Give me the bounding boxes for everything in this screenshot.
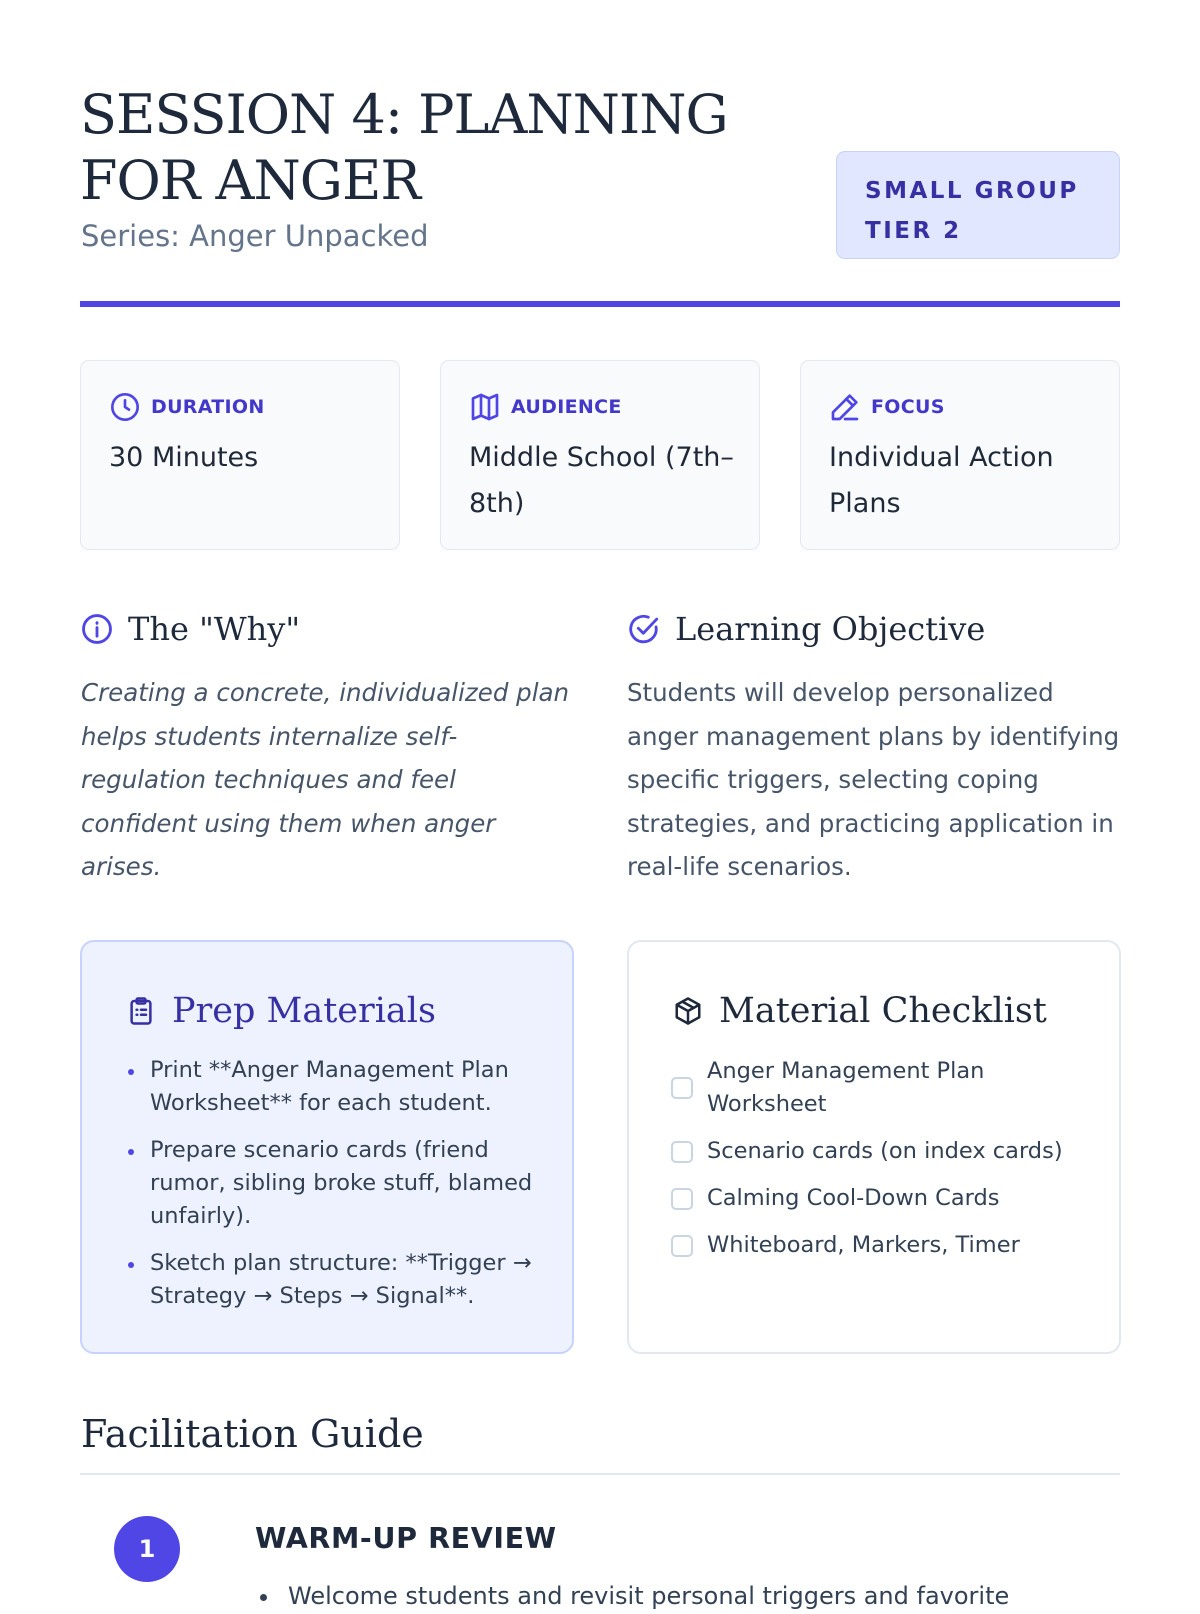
- checklist-item-label: Anger Management Plan Worksheet: [707, 1058, 985, 1117]
- checkbox[interactable]: [671, 1141, 693, 1163]
- step-title: WARM-UP REVIEW: [255, 1522, 557, 1555]
- why-title: The "Why": [128, 610, 301, 648]
- audience-value: Middle School (7th–8th): [469, 442, 734, 519]
- prep-list: [128, 1054, 548, 1327]
- prep-title: Prep Materials: [172, 991, 436, 1031]
- focus-card: [800, 360, 1120, 550]
- checkbox[interactable]: [671, 1188, 693, 1210]
- focus-value: Individual Action Plans: [829, 442, 1054, 519]
- checkbox[interactable]: [671, 1235, 693, 1257]
- badge-line-tier: TIER 2: [865, 218, 962, 244]
- prep-materials-card: [80, 940, 574, 1354]
- objective-title: Learning Objective: [675, 610, 986, 648]
- duration-card: [80, 360, 400, 550]
- guide-divider: [80, 1473, 1120, 1475]
- why-heading: [80, 609, 300, 649]
- info-icon: [80, 612, 114, 646]
- check-circle-icon: [627, 612, 661, 646]
- focus-label: FOCUS: [871, 396, 945, 418]
- step-number-badge: 1: [114, 1516, 180, 1582]
- badge-line-group: SMALL GROUP: [865, 178, 1079, 204]
- page-title: SESSION 4: PLANNING FOR ANGER: [80, 83, 728, 212]
- objective-heading: [627, 609, 985, 649]
- checklist-item-label: Whiteboard, Markers, Timer: [707, 1232, 1020, 1258]
- clipboard-icon: [126, 996, 156, 1026]
- prep-item: Print **Anger Management Plan Worksheet** for each student.: [128, 1054, 548, 1120]
- duration-label: DURATION: [151, 396, 265, 418]
- map-icon: [469, 391, 501, 423]
- series-subtitle: Series: Anger Unpacked: [81, 219, 429, 253]
- step-bullet: Welcome students and revisit personal triggers and favorite: [258, 1578, 1118, 1614]
- objective-text: Students will develop personalized anger management plans by identifying specific triggers, selecting coping strategies, and practicing application in real-life scenarios.: [627, 678, 1120, 881]
- checkbox[interactable]: [671, 1077, 693, 1099]
- checklist-item-label: Calming Cool-Down Cards: [707, 1185, 1000, 1211]
- checklist-title: Material Checklist: [719, 991, 1047, 1031]
- duration-value: 30 Minutes: [109, 442, 259, 473]
- audience-label: AUDIENCE: [511, 396, 622, 418]
- material-checklist-card: [627, 940, 1121, 1354]
- clock-icon: [109, 391, 141, 423]
- checklist-item: [671, 1229, 1091, 1262]
- checklist-item: [671, 1055, 1091, 1121]
- prep-item: Sketch plan structure: **Trigger → Strategy → Steps → Signal**.: [128, 1247, 548, 1313]
- facilitation-guide-title: Facilitation Guide: [81, 1412, 424, 1456]
- header-divider: [80, 301, 1120, 307]
- audience-card: [440, 360, 760, 550]
- tier-badge: [836, 151, 1120, 259]
- checklist: [671, 1055, 1091, 1276]
- why-text: Creating a concrete, individualized plan helps students internalize self-regulation techniques and feel confident using them when anger arises.: [81, 678, 570, 881]
- checklist-item: [671, 1135, 1091, 1168]
- prep-item: Prepare scenario cards (friend rumor, sibling broke stuff, blamed unfairly).: [128, 1134, 548, 1233]
- step-bullet-list: [258, 1578, 1118, 1614]
- checklist-item: [671, 1182, 1091, 1215]
- checklist-item-label: Scenario cards (on index cards): [707, 1138, 1063, 1164]
- package-icon: [673, 996, 703, 1026]
- pencil-icon: [829, 391, 861, 423]
